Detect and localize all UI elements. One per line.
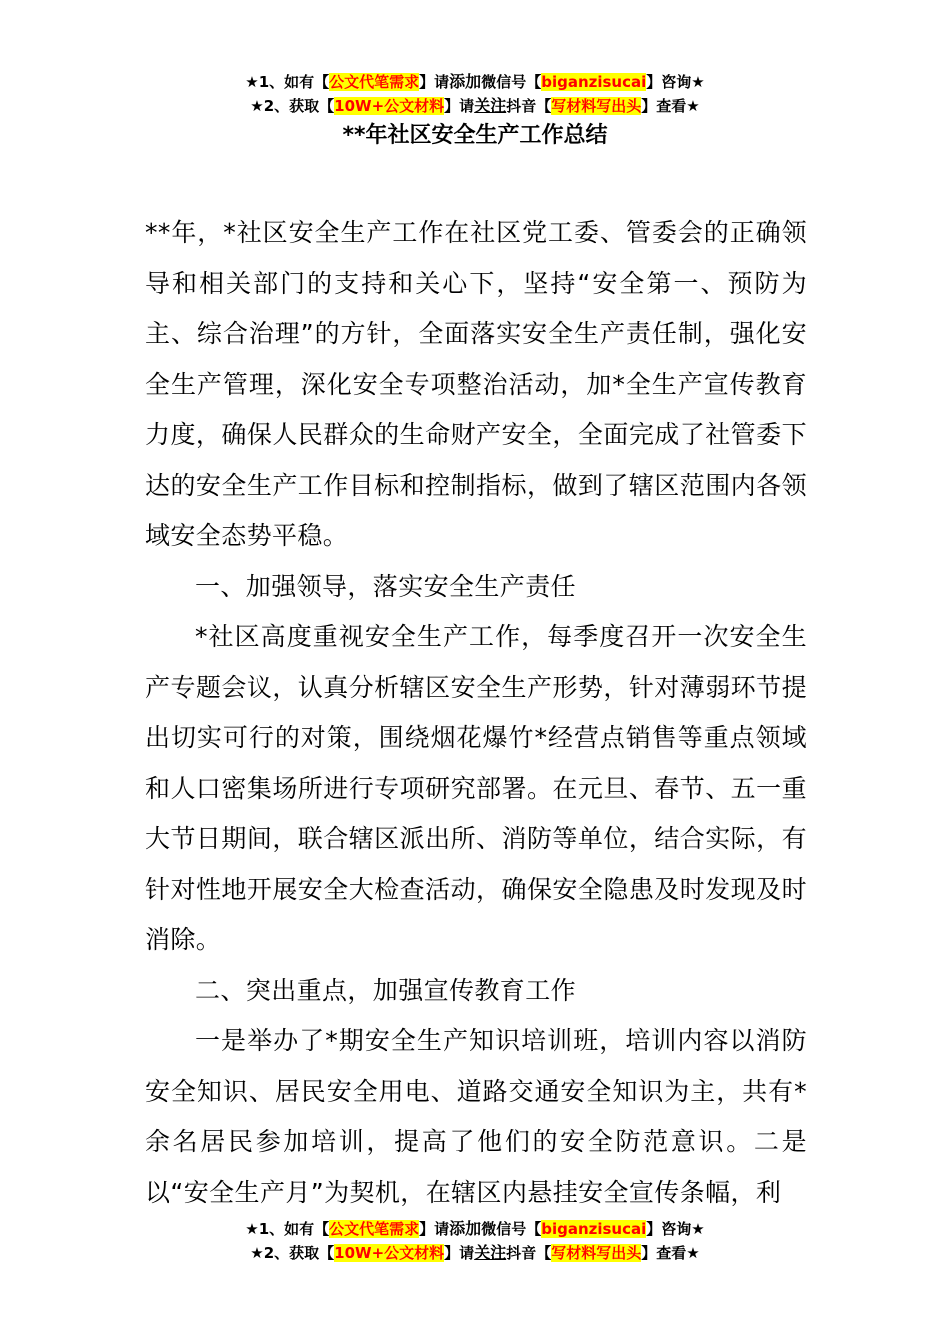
document-body bbox=[145, 208, 807, 1218]
star-icon: ★ bbox=[686, 1244, 700, 1262]
promo-text: 2、获取【 bbox=[263, 97, 335, 115]
section-heading-2: 二、突出重点，加强宣传教育工作 bbox=[195, 975, 577, 1005]
paragraph-section-1: *社区高度重视安全生产工作，每季度召开一次安全生产专题会议，认真分析辖区安全生产形势，针对薄弱环节提出切实可行的对策，围绕烟花爆竹*经营点销售等重点领域和人口密集场所进行专项研究部署。在元旦、春节、五一重大节日期间，联合辖区派出所、消防等单位，结合实际，有针对性地开展安全大检查活动，确保安全隐患及时发现及时消除。 bbox=[145, 622, 807, 954]
promo-text: 】咨询 bbox=[646, 73, 692, 91]
promo-line-1 bbox=[0, 1217, 950, 1241]
promo-text: 】请 bbox=[419, 73, 450, 91]
paragraph-intro: **年，*社区安全生产工作在社区党工委、管委会的正确领导和相关部门的支持和关心下，坚持“安全第一、预防为主、综合治理”的方针，全面落实安全生产责任制，强化安全生产管理，深化安全专项整治活动，加*全生产宣传教育力度，确保人民群众的生命财产安全，全面完成了社管委下达的安全生产工作目标和控制指标，做到了辖区范围内各领域安全态势平稳。 bbox=[145, 218, 807, 550]
promo-banner-top bbox=[0, 70, 950, 118]
promo-line-2 bbox=[0, 1241, 950, 1265]
promo-highlight: 公文代笔需求 bbox=[329, 73, 420, 91]
star-icon: ★ bbox=[691, 1220, 705, 1238]
promo-text: 】查看 bbox=[641, 97, 687, 115]
star-icon: ★ bbox=[245, 73, 259, 91]
star-icon: ★ bbox=[250, 1244, 264, 1262]
promo-emphasis: 关注 bbox=[474, 1243, 507, 1262]
promo-text: 】请 bbox=[419, 1220, 450, 1238]
promo-text: 2、获取【 bbox=[263, 1244, 335, 1262]
promo-wechat-id: biganzisucai bbox=[541, 1220, 647, 1238]
section-heading-1: 一、加强领导，落实安全生产责任 bbox=[195, 571, 577, 601]
star-icon: ★ bbox=[250, 97, 264, 115]
promo-text: 抖音【 bbox=[506, 1244, 552, 1262]
promo-text: 微信号【 bbox=[481, 73, 542, 91]
star-icon: ★ bbox=[245, 1220, 259, 1238]
promo-emphasis: 添加 bbox=[449, 1219, 482, 1238]
promo-douyin-id: 写材料写出头 bbox=[551, 97, 642, 115]
promo-line-2 bbox=[0, 94, 950, 118]
promo-text: 】请 bbox=[444, 97, 475, 115]
promo-text: 1、如有【 bbox=[258, 1220, 330, 1238]
promo-wechat-id: biganzisucai bbox=[541, 73, 647, 91]
promo-text: 】请 bbox=[444, 1244, 475, 1262]
promo-text: 】咨询 bbox=[646, 1220, 692, 1238]
promo-douyin-id: 写材料写出头 bbox=[551, 1244, 642, 1262]
promo-text: 1、如有【 bbox=[258, 73, 330, 91]
paragraph-section-2: 一是举办了*期安全生产知识培训班，培训内容以消防安全知识、居民安全用电、道路交通安全知识为主，共有*余名居民参加培训，提高了他们的安全防范意识。二是以“安全生产月”为契机，在辖区内悬挂安全宣传条幅，利 bbox=[145, 1026, 807, 1207]
promo-emphasis: 添加 bbox=[449, 72, 482, 91]
promo-banner-bottom bbox=[0, 1217, 950, 1265]
promo-highlight: 10W+公文材料 bbox=[334, 97, 445, 115]
promo-text: 】查看 bbox=[641, 1244, 687, 1262]
promo-line-1 bbox=[0, 70, 950, 94]
promo-highlight: 10W+公文材料 bbox=[334, 1244, 445, 1262]
promo-text: 微信号【 bbox=[481, 1220, 542, 1238]
promo-highlight: 公文代笔需求 bbox=[329, 1220, 420, 1238]
document-title: **年社区安全生产工作总结 bbox=[342, 123, 608, 148]
promo-emphasis: 关注 bbox=[474, 96, 507, 115]
star-icon: ★ bbox=[691, 73, 705, 91]
promo-text: 抖音【 bbox=[506, 97, 552, 115]
star-icon: ★ bbox=[686, 97, 700, 115]
